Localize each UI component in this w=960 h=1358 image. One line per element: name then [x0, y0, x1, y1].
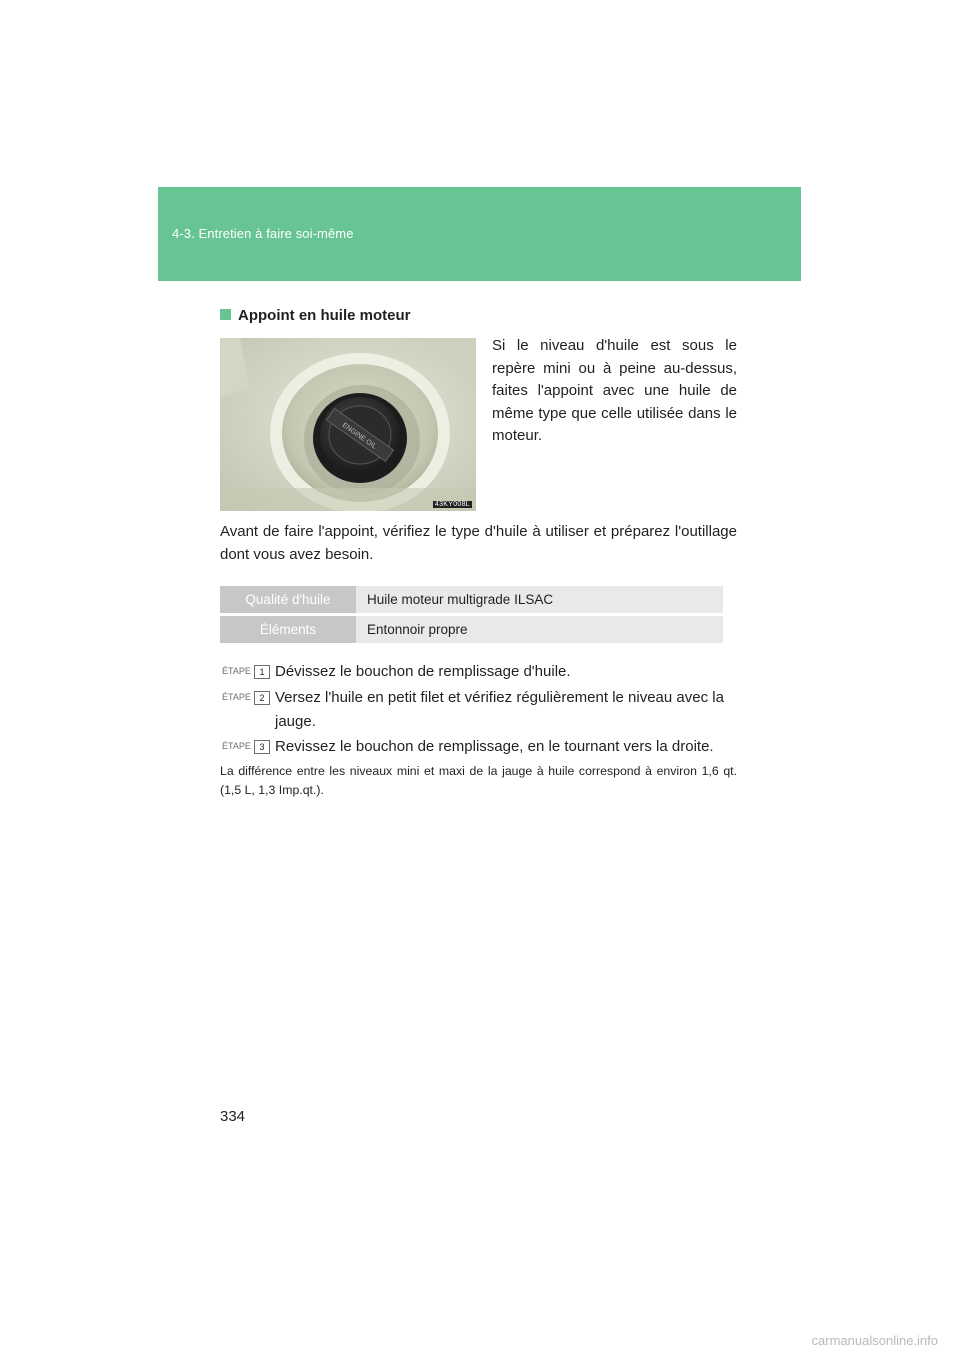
photo-reference-code: 43KY008L	[434, 501, 470, 508]
header-bar	[158, 187, 801, 281]
section-breadcrumb: 4-3. Entretien à faire soi-même	[172, 226, 354, 241]
step-badge	[220, 665, 270, 678]
step-label: ÉTAPE	[222, 666, 251, 676]
table-value: Entonnoir propre	[356, 616, 723, 643]
requirements-table	[220, 583, 723, 646]
step-badge	[220, 691, 270, 704]
step-text: Revissez le bouchon de remplissage, en le tournant vers la droite.	[275, 738, 714, 755]
step-1	[220, 660, 737, 684]
page-number: 334	[220, 1108, 246, 1125]
table-key: Éléments	[220, 616, 356, 643]
step-2	[220, 686, 737, 734]
step-text: Dévissez le bouchon de remplissage d'huile.	[275, 663, 571, 680]
intro-paragraph: Avant de faire l'appoint, vérifiez le type d'huile à utiliser et préparez l'outillage dont vous avez besoin.	[220, 523, 737, 563]
cap-label-text: ENGINE OIL	[340, 421, 378, 451]
side-paragraph: Si le niveau d'huile est sous le repère mini ou à peine au-dessus, faites l'appoint avec une huile de même type que celle utilisée dans le moteur.	[492, 337, 737, 445]
step-number: 2	[254, 691, 270, 705]
table-key: Qualité d'huile	[220, 586, 356, 613]
table-row	[220, 586, 723, 613]
step-label: ÉTAPE	[222, 692, 251, 702]
step-text: Versez l'huile en petit filet et vérifiez régulièrement le niveau avec la jauge.	[275, 689, 724, 730]
section-heading-text: Appoint en huile moteur	[238, 307, 411, 324]
step-3	[220, 735, 737, 759]
step-number: 1	[254, 665, 270, 679]
step-badge	[220, 740, 270, 753]
oil-filler-cap-illustration	[220, 338, 476, 511]
table-row	[220, 616, 723, 643]
square-bullet-icon	[220, 309, 231, 320]
section-heading	[220, 307, 411, 324]
table-value: Huile moteur multigrade ILSAC	[356, 586, 723, 613]
watermark: carmanualsonline.info	[811, 1333, 938, 1348]
oil-filler-cap-photo	[220, 338, 476, 511]
note-paragraph: La différence entre les niveaux mini et maxi de la jauge à huile correspond à environ 1,6 qt. (1,5 L, 1,3 Imp.qt.).	[220, 764, 737, 797]
step-number: 3	[254, 740, 270, 754]
step-label: ÉTAPE	[222, 741, 251, 751]
